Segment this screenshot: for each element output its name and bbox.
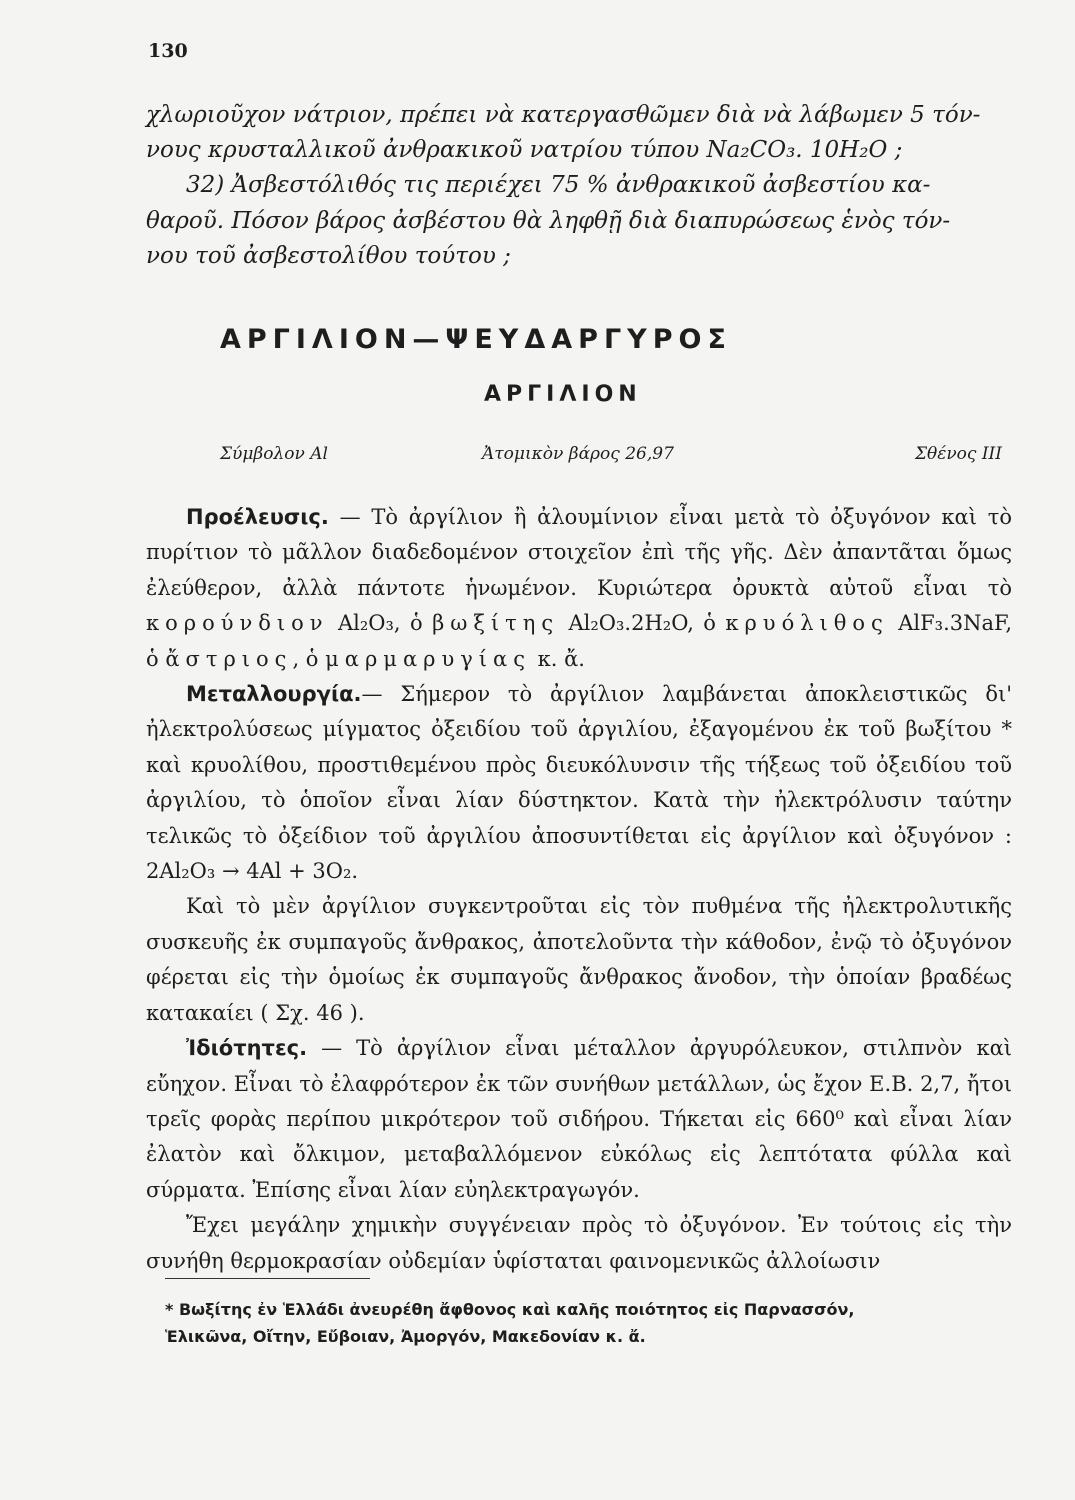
properties-text: — Τὸ ἀργίλιον εἶναι μέταλλον ἀργυρόλευκον, στιλπνὸν καὶ εὔηχον. Εἶναι τὸ ἐλαφρότερον ἐκ τῶν συνήθων μετάλλων, ὡς ἔχον Ε.Β. 2,7, ἤτοι τρεῖς φορὰς περίπου μικρότερον τοῦ σιδήρου. Τήκεται εἰς 660⁰ καὶ εἶναι λίαν ἐλατὸν καὶ ὄλκιμον, μεταβαλλόμενον εὐκόλως εἰς λεπτότατα φύλλα καὶ σύρματα. Ἐπίσης εἶναι λίαν εὐηλεκτραγωγόν. bbox=[146, 1036, 1012, 1202]
mineral-cryolite: κρυόλιθος bbox=[725, 611, 889, 636]
element-atomic-weight: Ἀτομικὸν βάρος 26,97 bbox=[482, 444, 674, 464]
origin-ending: κ. ἄ. bbox=[530, 646, 585, 671]
footnote bbox=[165, 1296, 1015, 1350]
metallurgy-paragraph bbox=[146, 677, 1012, 889]
subsection-title: ΑΡΓΙΛΙΟΝ bbox=[484, 382, 642, 407]
problem-31-line-1: χλωριοῦχον νάτριον, πρέπει νὰ κατεργασθῶμεν διὰ νὰ λάβωμεν 5 τόν- bbox=[146, 102, 981, 128]
element-valence: Σθένος III bbox=[914, 444, 1002, 464]
origin-paragraph bbox=[146, 500, 1012, 677]
metallurgy-heading: Μεταλλουργία. bbox=[186, 682, 362, 707]
origin-heading: Προέλευσις. bbox=[186, 505, 329, 529]
footnote-rule bbox=[165, 1278, 370, 1279]
footnote-line-2: Ἑλικῶνα, Οἴτην, Εὔβοιαν, Ἀμοργόν, Μακεδονίαν κ. ἄ. bbox=[165, 1327, 646, 1346]
problem-32-line-3: νου τοῦ ἀσβεστολίθου τούτου ; bbox=[146, 242, 511, 269]
mineral-bauxite: βωξίτης bbox=[432, 611, 560, 636]
properties-paragraph bbox=[146, 1031, 1012, 1208]
mineral-corundum: κορούνδιον bbox=[146, 611, 329, 636]
section-title: ΑΡΓΙΛΙΟΝ—ΨΕΥΔΑΡΓΥΡΟΣ bbox=[220, 324, 732, 355]
element-symbol: Σύμβολον Al bbox=[220, 444, 328, 464]
problems-block bbox=[146, 98, 1012, 274]
problem-32-line-1: 32) Ἀσβεστόλιθός τις περιέχει 75 % ἀνθρακικοῦ ἀσβεστίου κα- bbox=[186, 172, 931, 199]
origin-text: — Τὸ ἀργίλιον ἢ ἀλουμίνιον εἶναι μετὰ τὸ ὀξυγόνον καὶ τὸ πυρίτιον τὸ μᾶλλον διαδεδομένον στοιχεῖον ἐπὶ τῆς γῆς. Δὲν ἀπαντᾶται ὅμως ἐλεύθερον, ἀλλὰ πάντοτε ἡνωμένον. Κυριώτερα ὀρυκτὰ αὐτοῦ εἶναι τὸ bbox=[146, 505, 1012, 600]
oxygen-paragraph: Ἔχει μεγάλην χημικὴν συγγένειαν πρὸς τὸ ὀξυγόνον. Ἐν τούτοις εἰς τὴν συνήθη θερμοκρασίαν οὐδεμίαν ὑφίσταται φαινομενικῶς ἀλλοίωσιν bbox=[146, 1213, 1012, 1273]
properties-heading: Ἰδιότητες. bbox=[186, 1036, 308, 1061]
footnote-line-1: * Βωξίτης ἐν Ἑλλάδι ἀνευρέθη ἄφθονος καὶ καλῆς ποιότητος εἰς Παρνασσόν, bbox=[165, 1300, 855, 1319]
formula-bauxite: Al₂O₃.2H₂O, ὁ bbox=[559, 611, 726, 636]
body-text bbox=[146, 500, 1012, 1279]
formula-cryolite: AlF₃.3NaF, ὁ bbox=[146, 611, 1012, 671]
mineral-mica: μαρμαρυγίας bbox=[325, 646, 531, 671]
metallurgy-text: — Σήμερον τὸ ἀργίλιον λαμβάνεται ἀποκλειστικῶς δι' ἠλεκτρολύσεως μίγματος ὀξειδίου τοῦ ἀργιλίου, ἐξαγομένου ἐκ τοῦ βωξίτου * καὶ κρυολίθου, προστιθεμένου πρὸς διευκόλυνσιν τῆς τήξεως τοῦ ὀξειδίου τοῦ ἀργιλίου, τὸ ὁποῖον εἶναι λίαν δύστηκτον. Κατὰ τὴν ἠλεκτρόλυσιν ταύτην τελικῶς τὸ ὀξείδιον τοῦ ἀργιλίου ἀποσυντίθεται εἰς ἀργίλιον καὶ ὀξυγόνον : 2Al₂O₃ → 4Al + 3O₂. bbox=[146, 682, 1012, 884]
page-number: 130 bbox=[148, 40, 188, 62]
problem-31-line-2: νους κρυσταλλικοῦ ἀνθρακικοῦ νατρίου τύπου Na₂CO₃. 10H₂O ; bbox=[146, 137, 903, 164]
mineral-feldspar: ἄστριος bbox=[165, 646, 293, 671]
origin-separator: , ὁ bbox=[292, 646, 326, 671]
formula-corundum: Al₂O₃, ὁ bbox=[328, 611, 433, 636]
problem-32-line-2: θαροῦ. Πόσον βάρος ἀσβέστου θὰ ληφθῇ διὰ διαπυρώσεως ἑνὸς τόν- bbox=[146, 207, 951, 234]
electrolysis-paragraph: Καὶ τὸ μὲν ἀργίλιον συγκεντροῦται εἰς τὸν πυθμένα τῆς ἠλεκτρολυτικῆς συσκευῆς ἐκ συμπαγοῦς ἄνθρακος, ἀποτελοῦντα τὴν κάθοδον, ἐνῷ τὸ ὀξυγόνον φέρεται εἰς τὴν ὁμοίως ἐκ συμπαγοῦς ἄνθρακος ἄνοδον, τὴν ὁποίαν βραδέως κατακαίει ( Σχ. 46 ). bbox=[146, 894, 1012, 1025]
